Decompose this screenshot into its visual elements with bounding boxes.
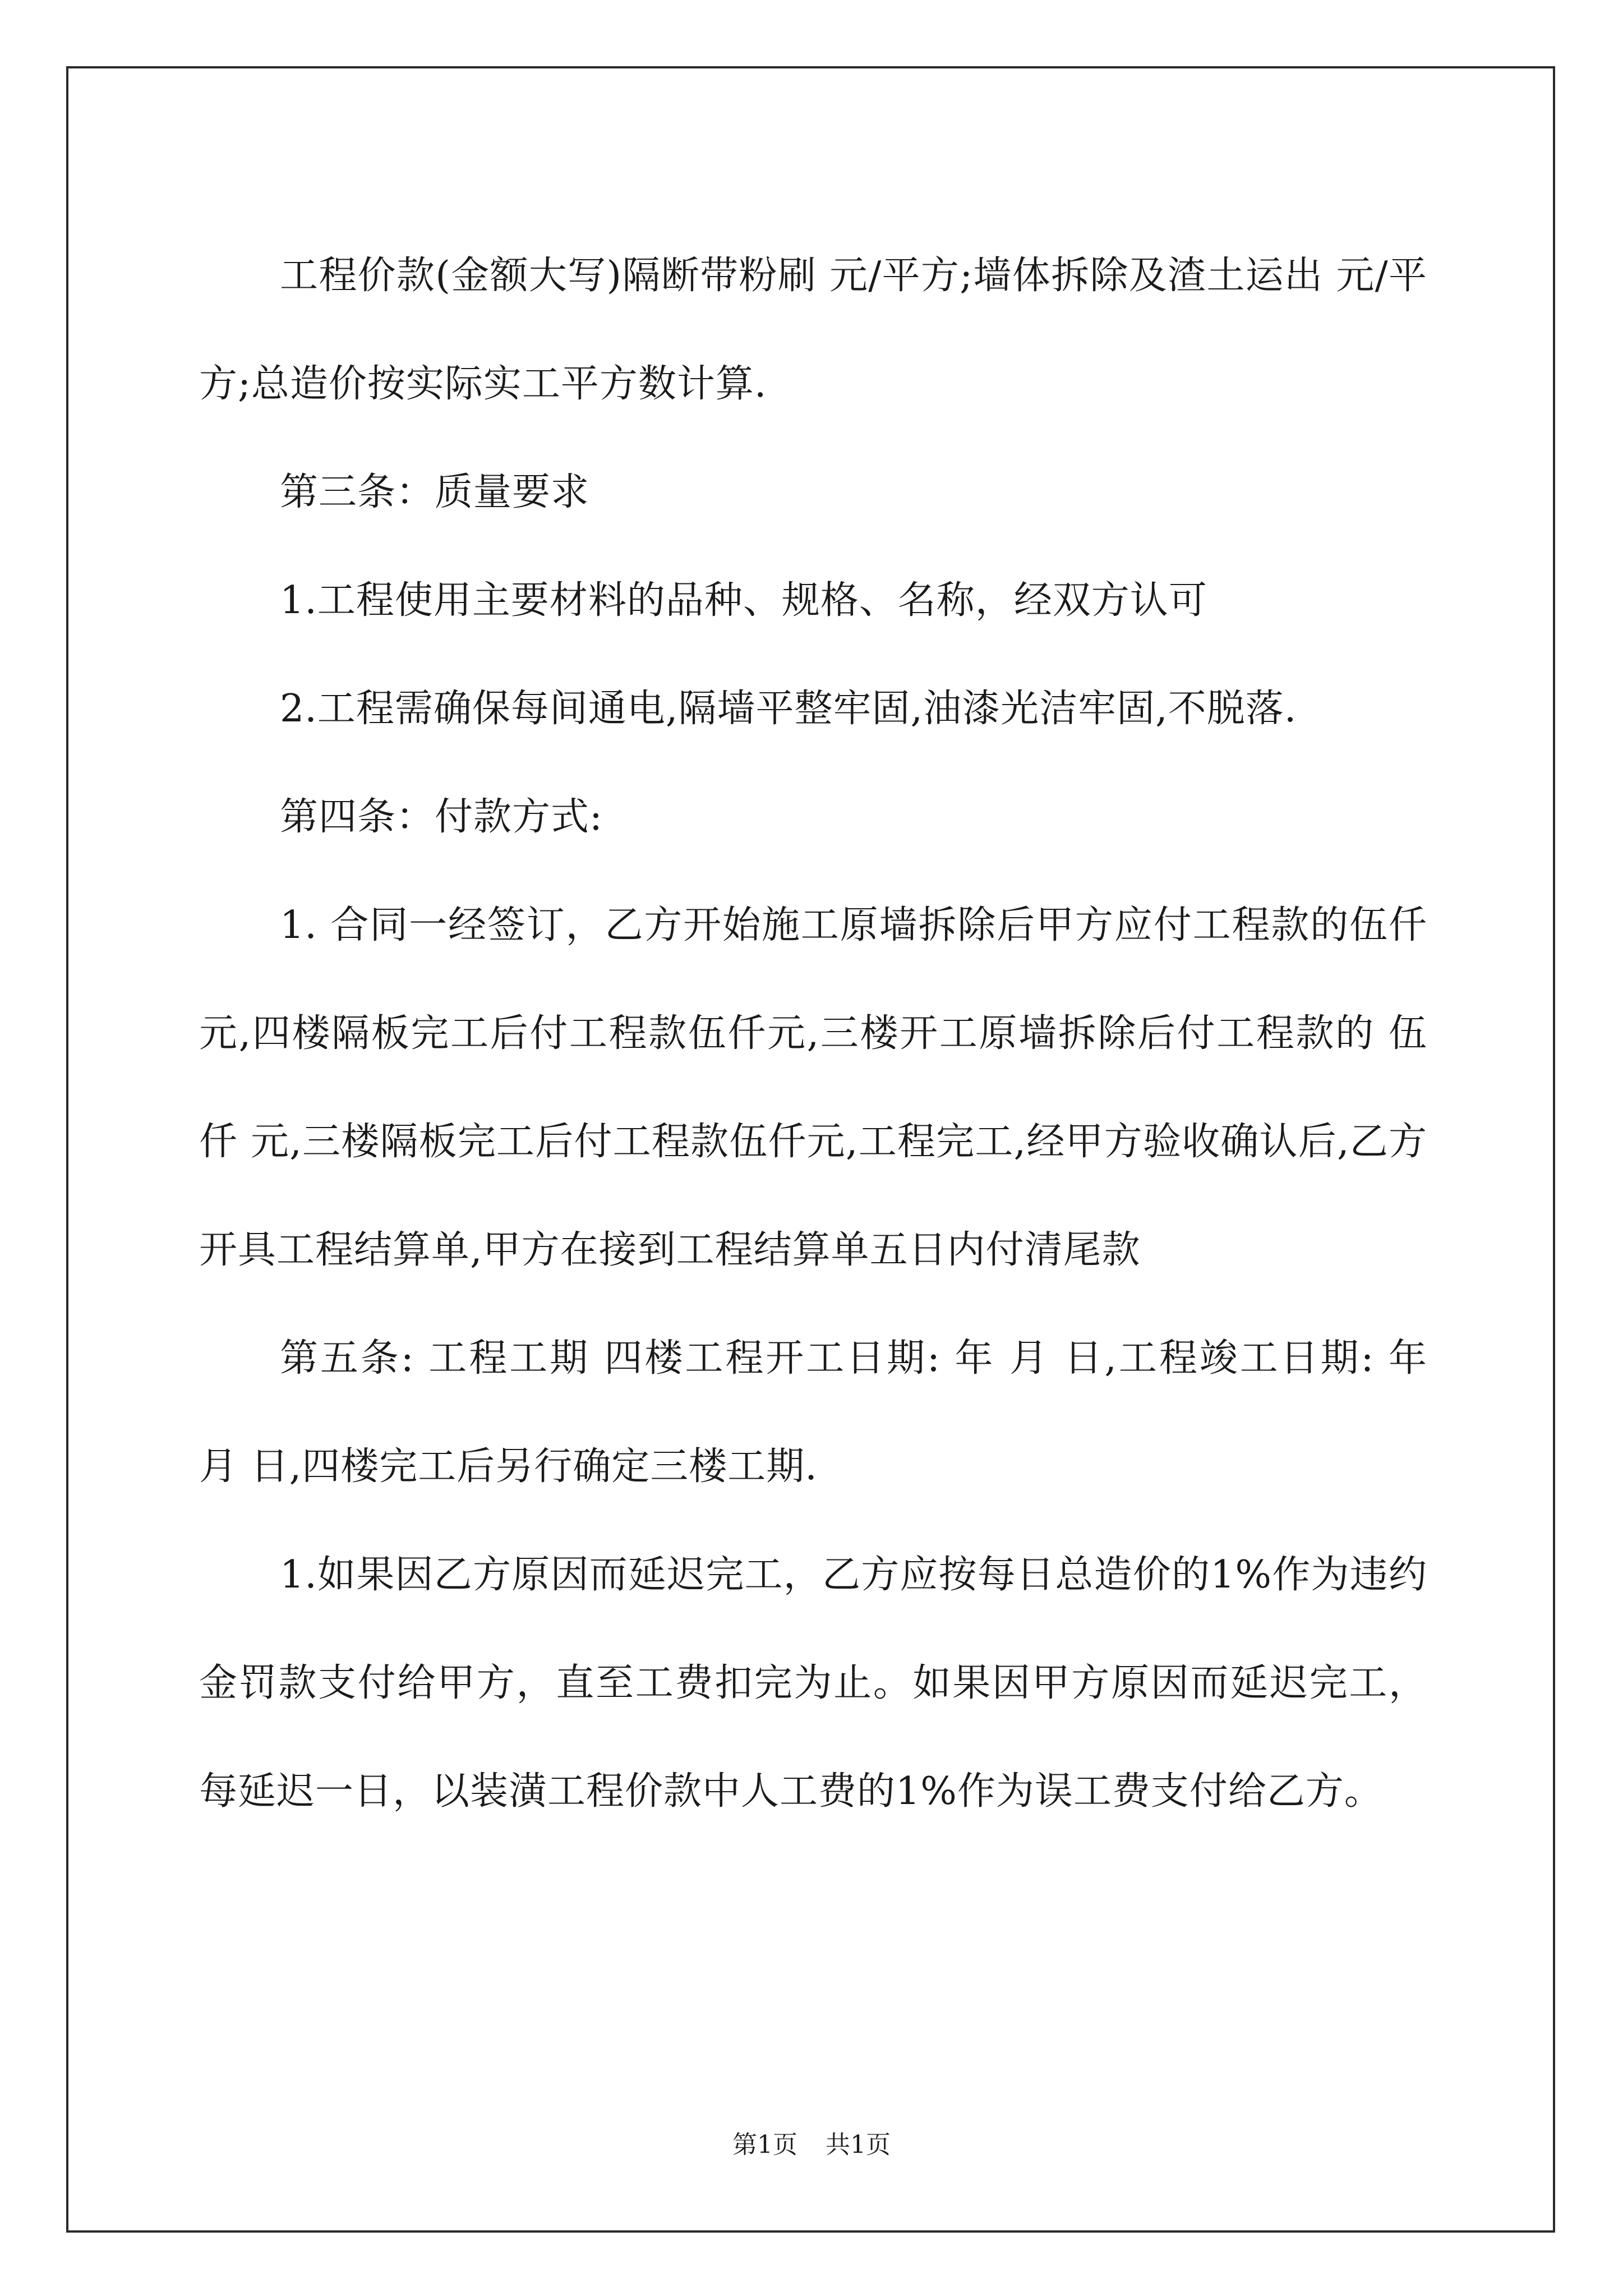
- page-number-current: 第1页: [732, 2131, 797, 2159]
- page-number-total: 共1页: [826, 2131, 891, 2159]
- paragraph-delay-penalty: 1.如果因乙方原因而延迟完工，乙方应按每日总造价的1%作为违约金罚款支付给甲方，直至工费扣完为止。如果因甲方原因而延迟完工，每延迟一日，以装潢工程价款中人工费的1%作为误工费支付给乙方。: [199, 1553, 1427, 1814]
- paragraph-price: 工程价款(金额大写)隔断带粉刷 元/平方;墙体拆除及渣土运出 元/平方;总造价按实际实工平方数计算.: [199, 254, 1427, 406]
- heading-article-3: 第三条：质量要求: [280, 470, 590, 514]
- paragraph-payment: 1. 合同一经签订，乙方开始施工原墙拆除后甲方应付工程款的伍仟 元,四楼隔板完工后付工程款伍仟元,三楼开工原墙拆除后付工程款的 伍仟 元,三楼隔板完工后付工程款伍仟元,工程完工,经甲方验收确认后,乙方开具工程结算单,甲方在接到工程结算单五日内付清尾款: [199, 903, 1427, 1272]
- document-body: [199, 222, 1427, 1846]
- paragraph-quality: 2.工程需确保每间通电,隔墙平整牢固,油漆光洁牢固,不脱落.: [280, 687, 1297, 731]
- heading-article-4: 第四条：付款方式:: [280, 795, 603, 839]
- page-footer: [0, 2128, 1623, 2162]
- paragraph-article-5-schedule: 第五条: 工程工期 四楼工程开工日期: 年 月 日,工程竣工日期: 年 月 日,四楼完工后另行确定三楼工期.: [199, 1336, 1427, 1489]
- paragraph-materials: 1.工程使用主要材料的品种、规格、名称，经双方认可: [280, 578, 1207, 623]
